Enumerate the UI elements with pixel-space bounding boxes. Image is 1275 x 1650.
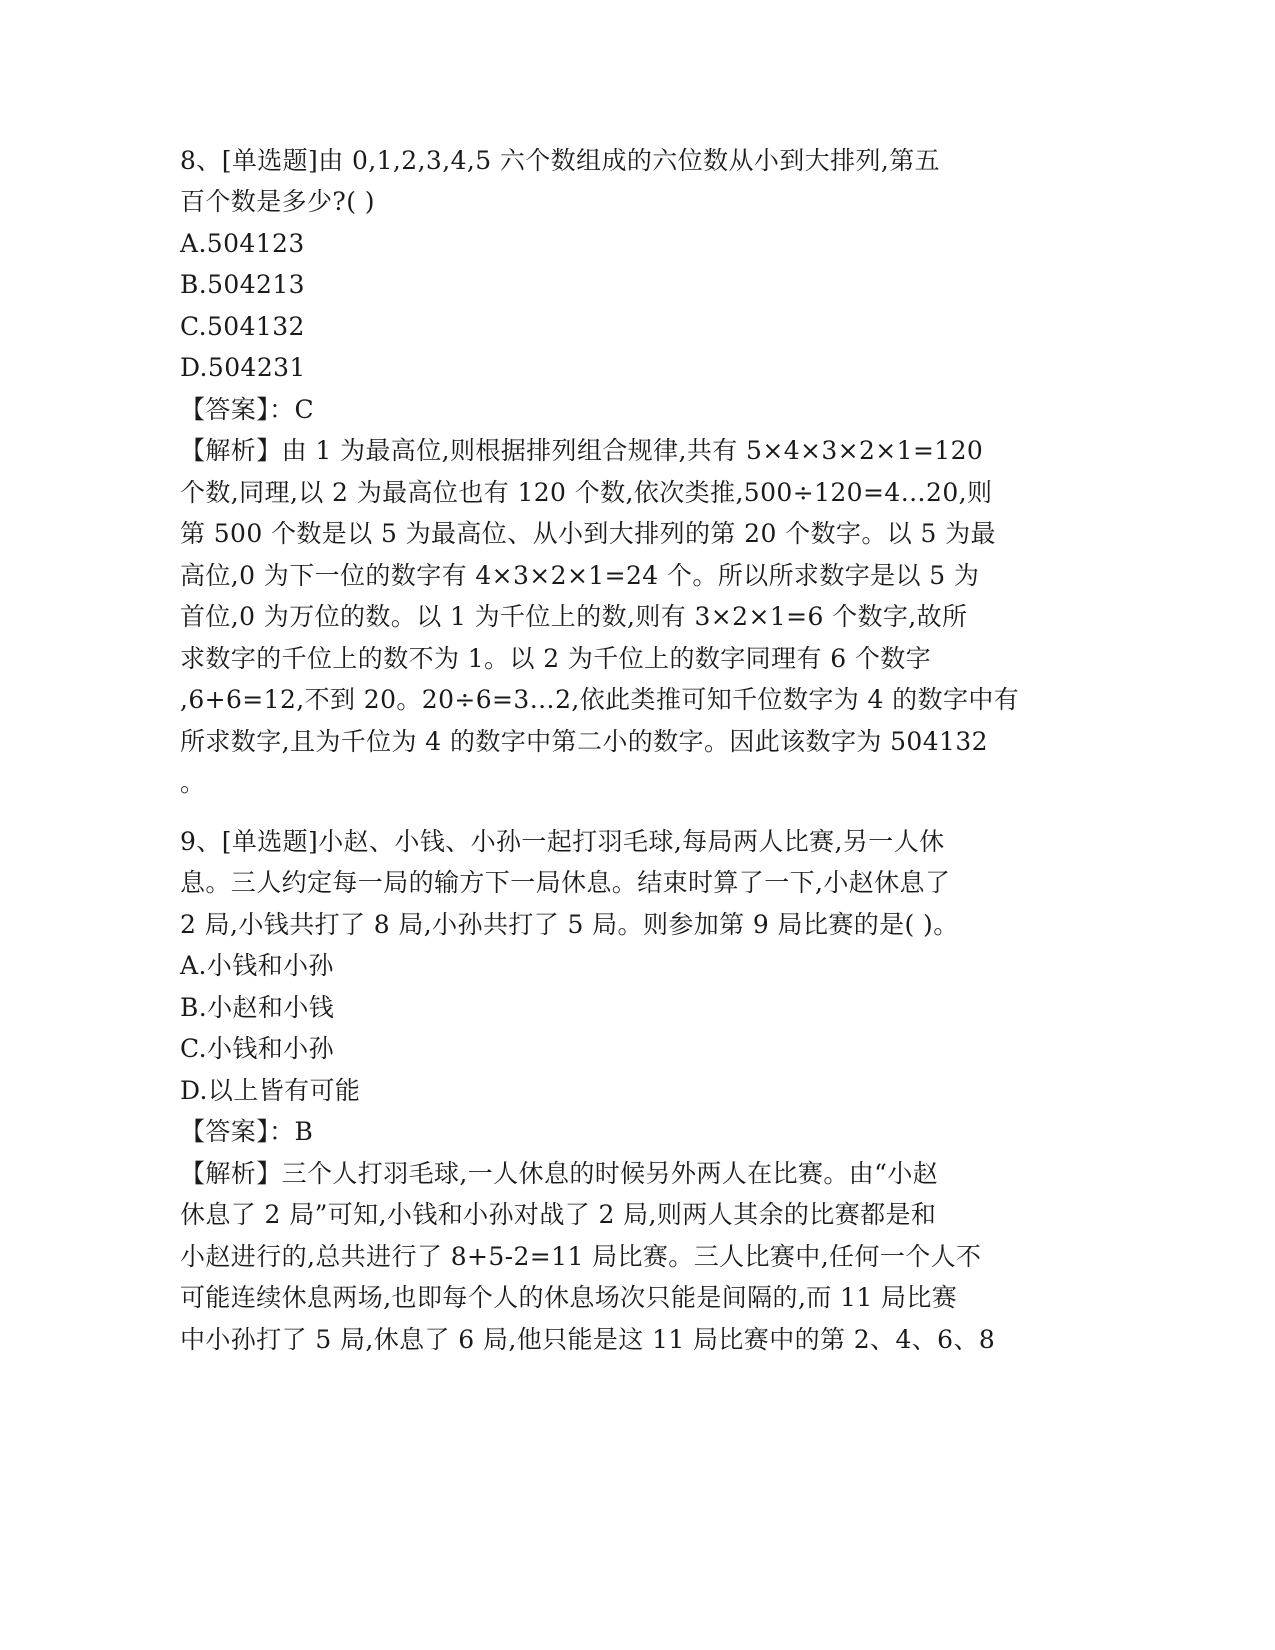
question-8-option-c: C.504132 bbox=[180, 312, 305, 341]
question-9-option-d: D.以上皆有可能 bbox=[180, 1076, 361, 1105]
question-8-analysis-line: 。 bbox=[180, 768, 206, 797]
question-9-stem-line: 息。三人约定每一局的输方下一局休息。结束时算了一下,小赵休息了 bbox=[180, 868, 951, 897]
question-9-analysis-line: 中小孙打了 5 局,休息了 6 局,他只能是这 11 局比赛中的第 2、4、6、8 bbox=[180, 1325, 996, 1354]
question-8-option-b: B.504213 bbox=[180, 270, 305, 299]
question-8-analysis-line: 个数,同理,以 2 为最高位也有 120 个数,依次类推,500÷120=4…20,则 bbox=[180, 478, 993, 507]
question-9-analysis-line: 小赵进行的,总共进行了 8+5-2=11 局比赛。三人比赛中,任何一个人不 bbox=[180, 1242, 982, 1271]
question-9-option-c: C.小钱和小孙 bbox=[180, 1034, 334, 1063]
question-8-analysis-line: 所求数字,且为千位为 4 的数字中第二小的数字。因此该数字为 504132 bbox=[180, 727, 988, 756]
question-9-stem-line: 9、[单选题]小赵、小钱、小孙一起打羽毛球,每局两人比赛,另一人休 bbox=[180, 827, 945, 856]
question-8-analysis-line: 高位,0 为下一位的数字有 4×3×2×1=24 个。所以所求数字是以 5 为 bbox=[180, 561, 980, 590]
question-8-analysis-line: 求数字的千位上的数不为 1。以 2 为千位上的数字同理有 6 个数字 bbox=[180, 644, 932, 673]
question-8-option-a: A.504123 bbox=[180, 229, 305, 258]
question-9-analysis-line: 【解析】三个人打羽毛球,一人休息的时候另外两人在比赛。由“小赵 bbox=[180, 1159, 939, 1188]
question-9-answer: 【答案】：B bbox=[180, 1117, 314, 1146]
question-9-option-a: A.小钱和小孙 bbox=[180, 951, 334, 980]
question-8-answer: 【答案】：C bbox=[180, 395, 315, 424]
question-8-analysis-line: 第 500 个数是以 5 为最高位、从小到大排列的第 20 个数字。以 5 为最 bbox=[180, 519, 996, 548]
question-8-analysis-line: 【解析】由 1 为最高位,则根据排列组合规律,共有 5×4×3×2×1=120 bbox=[180, 436, 984, 465]
question-8-option-d: D.504231 bbox=[180, 353, 306, 382]
question-8-analysis-line: 首位,0 为万位的数。以 1 为千位上的数,则有 3×2×1=6 个数字,故所 bbox=[180, 602, 968, 631]
question-8-stem-line-2: 百个数是多少?( ) bbox=[180, 187, 375, 216]
question-8-analysis-line: ,6+6=12,不到 20。20÷6=3…2,依此类推可知千位数字为 4 的数字中有 bbox=[180, 685, 1020, 714]
question-8-stem-line-1: 8、[单选题]由 0,1,2,3,4,5 六个数组成的六位数从小到大排列,第五 bbox=[180, 146, 941, 175]
question-9-analysis-line: 可能连续休息两场,也即每个人的休息场次只能是间隔的,而 11 局比赛 bbox=[180, 1283, 958, 1312]
question-9-stem-line: 2 局,小钱共打了 8 局,小孙共打了 5 局。则参加第 9 局比赛的是( )。 bbox=[180, 910, 959, 939]
question-9-option-b: B.小赵和小钱 bbox=[180, 993, 335, 1022]
question-9-analysis-line: 休息了 2 局”可知,小钱和小孙对战了 2 局,则两人其余的比赛都是和 bbox=[180, 1200, 937, 1229]
